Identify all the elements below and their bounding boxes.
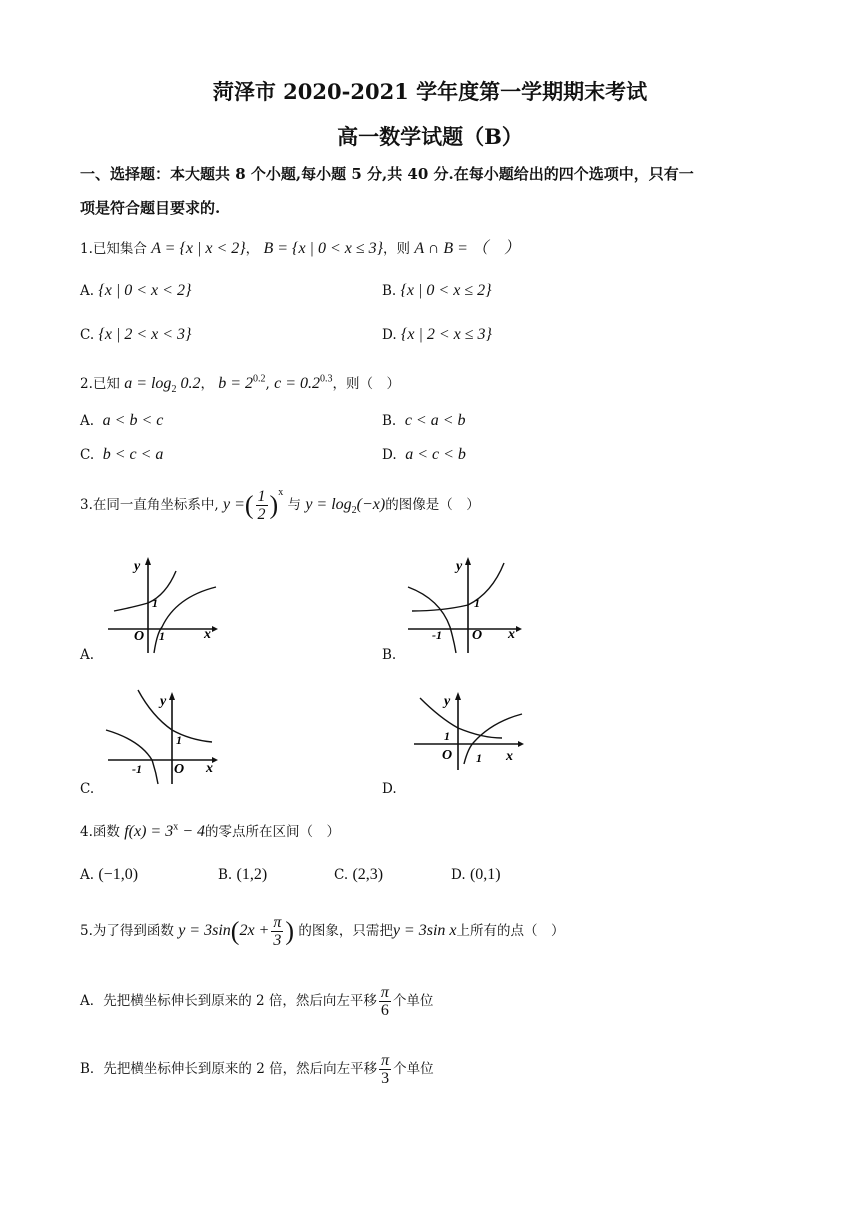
question-4 [80, 820, 340, 841]
x-label: x [506, 749, 513, 764]
q4-option-c[interactable] [334, 866, 383, 884]
q3-graph-b[interactable] [404, 549, 524, 661]
option-text: {x | 2 < x < 3} [98, 326, 192, 343]
question-2: 2.已知 $a = \log_2 0.2$， $b = 2^{0.2}$, $c = 0.2^{0.3}$，则（ ） [80, 373, 401, 396]
q2-ask: ，则（ ） [332, 376, 401, 392]
option-text: c < a < b [404, 412, 466, 429]
tick-label: 1 [474, 596, 480, 610]
tick-label: 1 [159, 629, 165, 643]
exam-subtitle: 高一数学试题（B） [337, 124, 523, 149]
q1-expression: A ∩ B = （ ） [414, 240, 520, 257]
option-letter: B. [218, 867, 233, 883]
exam-title: 菏泽市 2020-2021 学年度第一学期期末考试 [212, 79, 648, 104]
option-text: a < b < c [102, 412, 164, 429]
question-3 [80, 487, 480, 523]
q2-number: 2.已知 [80, 376, 120, 392]
option-text: b < c < a [102, 446, 164, 463]
option-text: A．先把横坐标伸长到原来的 2 倍，然后向左平移 [80, 993, 377, 1009]
option-text: (0,1) [469, 866, 501, 883]
log-curve [464, 714, 522, 764]
q2-b-def: $b = 2^{0.2}$ [218, 373, 266, 392]
q1-option-b[interactable] [382, 282, 492, 300]
q3-graph-a[interactable] [104, 549, 220, 661]
q3-ask: 的图像是（ ） [385, 497, 480, 513]
q3-number: 3.在同一直角坐标系中, [80, 497, 219, 513]
q1-option-a[interactable] [80, 282, 191, 300]
q4-option-b[interactable] [218, 866, 267, 884]
log-curve [408, 587, 456, 653]
q2-option-b[interactable] [382, 412, 466, 430]
q1-option-d[interactable] [382, 326, 492, 344]
q3-graph-d[interactable] [410, 684, 530, 796]
tick-label: 1 [476, 751, 482, 765]
option-letter: A. [80, 283, 95, 299]
q5-ask: 上所有的点（ ） [456, 923, 565, 940]
q5-source-function: y = 3sin x [392, 922, 457, 940]
x-axis-arrow-icon [518, 741, 524, 747]
x-label: x [508, 627, 515, 642]
option-text: a < c < b [405, 446, 466, 463]
q1-set-b: B = {x | 0 < x ≤ 3} [263, 240, 384, 257]
option-text: {x | 2 < x ≤ 3} [400, 326, 492, 343]
q3-option-b-label[interactable]: B. [382, 647, 397, 663]
y-axis-arrow-icon [455, 692, 461, 700]
option-text: {x | 0 < x ≤ 2} [400, 282, 492, 299]
q2-option-c[interactable] [80, 446, 163, 464]
y-axis-arrow-icon [145, 557, 151, 565]
q2-option-a[interactable] [80, 412, 163, 430]
q4-function: $f(x) = 3^x - 4$ [124, 821, 205, 840]
q5-mid-text: 的图象，只需把 [298, 923, 393, 940]
q2-c-def: $c = 0.2^{0.3}$ [274, 373, 333, 392]
section-heading-line1: 一、选择题：本大题共 8 个小题,每小题 5 分,共 40 分.在每小题给出的四个选项中，只有一 [80, 165, 694, 183]
y-label: y [444, 694, 451, 709]
fraction-denominator: 3 [381, 1070, 390, 1087]
option-text-end: 个单位 [393, 1061, 434, 1077]
q5-option-a[interactable] [80, 984, 433, 1019]
x-label: x [206, 761, 213, 776]
q3-option-a-label[interactable]: A. [80, 647, 95, 663]
option-text: B．先把横坐标伸长到原来的 2 倍，然后向左平移 [80, 1061, 378, 1077]
option-letter: C. [334, 867, 349, 883]
y-axis-arrow-icon [465, 557, 471, 565]
pi-symbol: π [380, 984, 389, 1001]
q4-option-d[interactable] [451, 866, 501, 884]
y-label: y [456, 559, 463, 574]
q5-target-function: y = 3sin(2x + $\frac{\pi}{3}$ ) [178, 914, 295, 949]
y-label: y [160, 694, 167, 709]
q3-conjunction: 与 [287, 497, 302, 513]
q3-option-c-label[interactable]: C. [80, 781, 95, 797]
log-curve [154, 587, 216, 653]
x-axis-arrow-icon [516, 626, 522, 632]
x-axis-arrow-icon [212, 626, 218, 632]
q5-option-b[interactable] [80, 1052, 434, 1087]
question-5 [80, 914, 565, 949]
option-letter: A. [80, 867, 95, 883]
question-1: 1.已知集合 A = {x | x < 2}， B = {x | 0 < x ≤ 3}，则 A ∩ B = （ ） [80, 240, 520, 257]
fraction-denominator: 6 [380, 1002, 389, 1019]
origin-label: O [174, 762, 185, 777]
x-label: x [204, 627, 211, 642]
q4-ask: 的零点所在区间（ ） [204, 824, 340, 840]
section-heading-line2: 项是符合题目要求的. [80, 199, 221, 217]
option-text: {x | 0 < x < 2} [98, 282, 192, 299]
option-letter: B. [382, 283, 397, 299]
option-letter: D. [382, 327, 397, 343]
pi-symbol: π [273, 914, 282, 931]
option-letter: B. [382, 413, 397, 429]
q4-option-a[interactable] [80, 866, 138, 884]
option-text-end: 个单位 [392, 993, 434, 1009]
option-text: (2,3) [352, 866, 384, 883]
q1-ask: ，则 [383, 241, 411, 257]
q4-number: 4.函数 [80, 824, 120, 840]
option-letter: C. [80, 447, 95, 463]
exponential-curve [114, 571, 176, 611]
option-text: (−1,0) [98, 866, 139, 883]
option-letter: C. [80, 327, 95, 343]
q1-option-c[interactable] [80, 326, 191, 344]
q1-number: 1.已知集合 [80, 241, 147, 257]
q1-set-a: A = {x | x < 2} [151, 240, 246, 257]
origin-label: O [472, 628, 483, 643]
pi-symbol: π [381, 1052, 390, 1069]
y-label: y [134, 559, 141, 574]
origin-label: O [134, 629, 145, 644]
tick-label: 1 [152, 596, 158, 610]
q3-function-1: y =( $\frac{1}{2}$ )$^x$ [222, 487, 284, 523]
tick-label: -1 [432, 628, 442, 642]
exponential-curve [138, 690, 212, 742]
option-letter: D. [451, 867, 466, 883]
q2-a-def: $a = \log_2 0.2$ [124, 375, 201, 396]
q3-graph-c[interactable] [104, 684, 224, 796]
q2-option-d[interactable] [382, 446, 466, 464]
y-axis-arrow-icon [169, 692, 175, 700]
tick-label: -1 [132, 762, 142, 776]
origin-label: O [442, 748, 453, 763]
tick-label: 1 [444, 729, 450, 743]
option-letter: D. [382, 447, 397, 463]
tick-label: 1 [176, 733, 182, 747]
option-letter: A. [80, 413, 95, 429]
option-text: (1,2) [236, 866, 268, 883]
q3-function-2: $y = \log_2(-x)$ [305, 496, 386, 517]
q5-number: 5.为了得到函数 [80, 923, 174, 940]
exponential-curve [420, 698, 502, 738]
q3-option-d-label[interactable]: D. [382, 781, 397, 797]
